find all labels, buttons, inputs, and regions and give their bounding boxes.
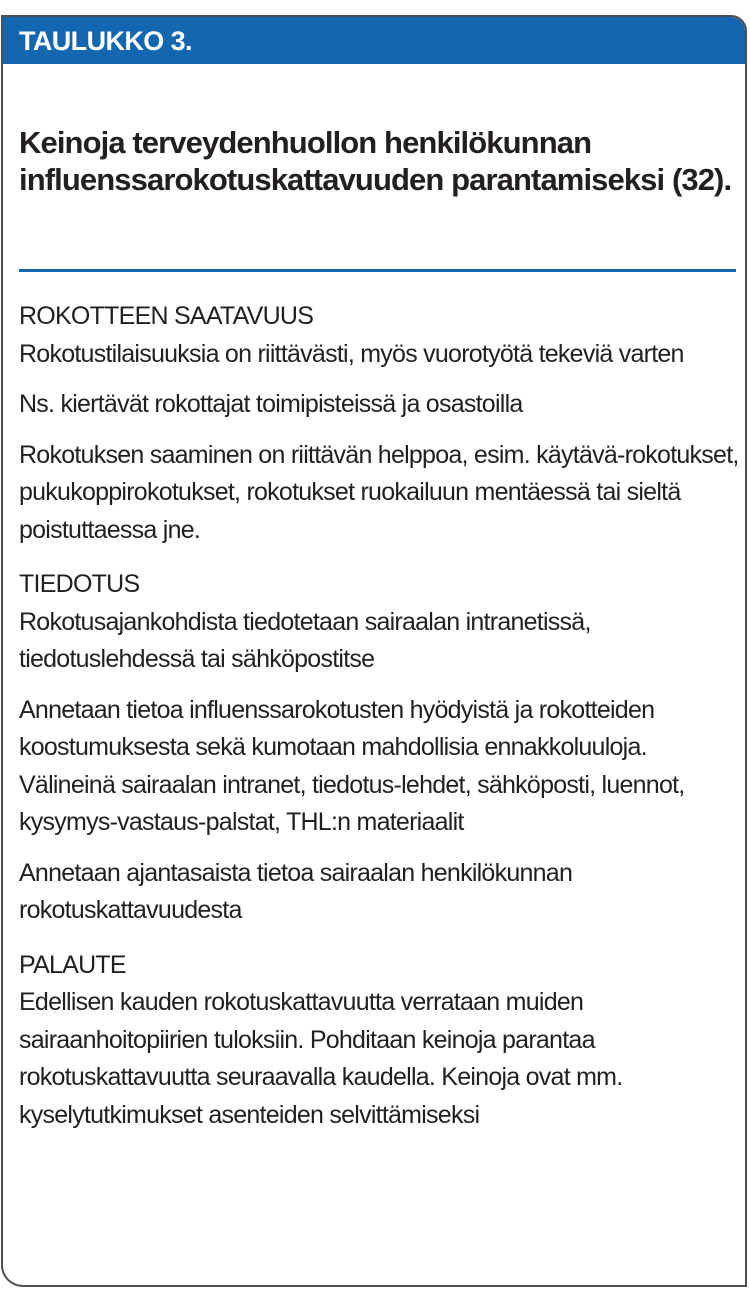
- table-box: [1, 15, 747, 1287]
- list-item: Rokotustilaisuuksia on riittävästi, myös vuorotyötä tekeviä varten: [19, 339, 684, 368]
- section-heading: PALAUTE: [19, 950, 126, 979]
- section-information: [19, 566, 745, 930]
- list-item: Rokotuksen saaminen on riittävän helppoa, esim. käytävä-rokotukset, pukukoppirokotukset, rokotukset ruokailuun mentäessä tai sieltä poistuttaessa jne.: [19, 440, 739, 544]
- table-title: Keinoja terveydenhuollon henkilökunnan influenssarokotuskattavuuden parantamiseksi (32).: [19, 125, 732, 197]
- section-availability: [19, 298, 745, 549]
- list-item: Annetaan ajantasaista tietoa sairaalan henkilökunnan rokotuskattavuudesta: [19, 858, 573, 924]
- table-body: [19, 298, 745, 1151]
- section-heading: ROKOTTEEN SAATAVUUS: [19, 302, 314, 330]
- table-label: TAULUKKO 3.: [3, 17, 745, 64]
- section-heading: TIEDOTUS: [19, 570, 140, 598]
- section-feedback: [19, 947, 745, 1135]
- list-item: Annetaan tietoa influenssarokotusten hyödyistä ja rokotteiden koostumuksesta sekä kumotaan mahdollisia ennakkoluuloja. Välineinä sairaalan intranet, tiedotus-lehdet, sähköposti, luennot, kysymys-vastaus-palstat, THL:n materiaalit: [19, 695, 685, 836]
- list-item: Ns. kiertävät rokottajat toimipisteissä ja osastoilla: [19, 390, 523, 418]
- title-divider: [19, 269, 736, 272]
- list-item: Edellisen kauden rokotuskattavuutta verrataan muiden sairaanhoitopiirien tuloksiin. Pohditaan keinoja parantaa rokotuskattavuutta seuraavalla kaudella. Keinoja ovat mm. kyselytutkimukset asenteiden selvittämiseksi: [19, 988, 623, 1129]
- list-item: Rokotusajankohdista tiedotetaan sairaalan intranetissä, tiedotuslehdessä tai sähköpostitse: [19, 607, 591, 673]
